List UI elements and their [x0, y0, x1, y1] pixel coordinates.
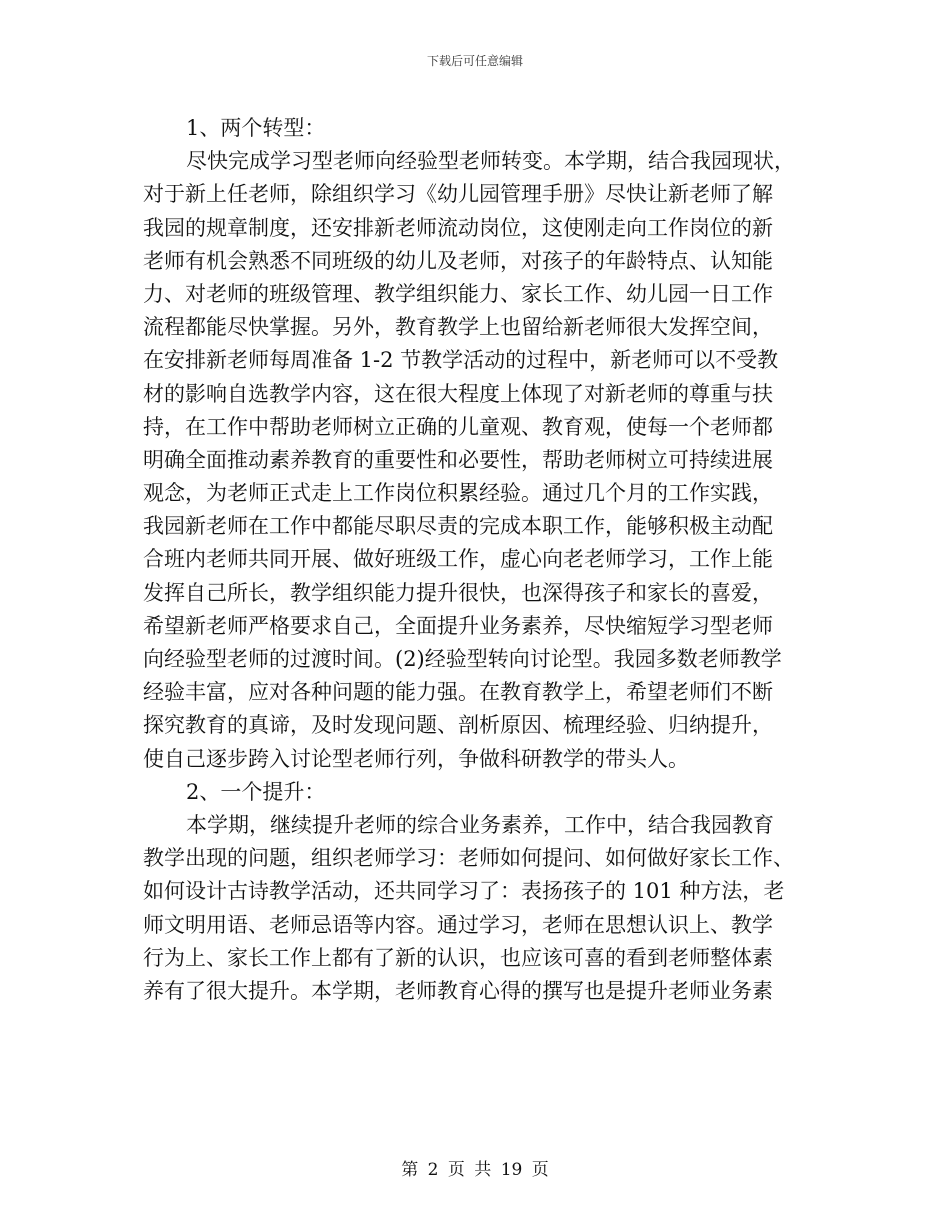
- text-line: 力、对老师的班级管理、教学组织能力、家长工作、幼儿园一日工作: [143, 281, 773, 306]
- page-footer: 第 2 页 共 19 页: [401, 1160, 549, 1180]
- section-heading: 2、一个提升：: [186, 779, 326, 804]
- text-line: 本学期，继续提升老师的综合业务素养，工作中，结合我园教育: [186, 812, 774, 837]
- text-line: 我园的规章制度，还安排新老师流动岗位，这使刚走向工作岗位的新: [143, 215, 773, 240]
- text-line: 观念，为老师正式走上工作岗位积累经验。通过几个月的工作实践，: [143, 481, 773, 506]
- text-line: 行为上、家长工作上都有了新的认识，也应该可喜的看到老师整体素: [143, 945, 773, 970]
- text-line: 发挥自己所长，教学组织能力提升很快，也深得孩子和家长的喜爱，: [143, 580, 773, 605]
- text-line: 在安排新老师每周准备 1-2 节教学活动的过程中，新老师可以不受教: [143, 348, 779, 373]
- text-line: 探究教育的真谛，及时发现问题、剖析原因、梳理经验、归纳提升，: [143, 713, 773, 738]
- section-heading: 1、两个转型：: [186, 116, 326, 140]
- text-line: 合班内老师共同开展、做好班级工作，虚心向老老师学习，工作上能: [143, 547, 773, 572]
- text-line: 教学出现的问题，组织老师学习：老师如何提问、如何做好家长工作、: [143, 846, 794, 871]
- document-body: [143, 112, 823, 1008]
- page-header: 下载后可任意编辑: [426, 54, 523, 68]
- text-line: 师文明用语、老师忌语等内容。通过学习，老师在思想认识上、教学: [143, 912, 773, 937]
- text-line: 持，在工作中帮助老师树立正确的儿童观、教育观，使每一个老师都: [143, 414, 773, 439]
- text-line: 明确全面推动素养教育的重要性和必要性，帮助老师树立可持续进展: [143, 447, 773, 472]
- text-line: 材的影响自选教学内容，这在很大程度上体现了对新老师的尊重与扶: [143, 381, 773, 406]
- text-line: 老师有机会熟悉不同班级的幼儿及老师，对孩子的年龄特点、认知能: [143, 248, 773, 273]
- text-line: 如何设计古诗教学活动，还共同学习了：表扬孩子的 101 种方法，老: [143, 879, 785, 904]
- text-line: 向经验型老师的过渡时间。(2)经验型转向讨论型。我园多数老师教学: [143, 647, 782, 671]
- text-line: 对于新上任老师，除组织学习《幼儿园管理手册》尽快让新老师了解: [143, 182, 773, 207]
- text-line: 我园新老师在工作中都能尽职尽责的完成本职工作，能够积极主动配: [143, 514, 773, 539]
- text-line: 经验丰富，应对各种问题的能力强。在教育教学上，希望老师们不断: [143, 680, 773, 705]
- text-line: 流程都能尽快掌握。另外，教育教学上也留给新老师很大发挥空间，: [143, 315, 773, 340]
- text-line: 养有了很大提升。本学期，老师教育心得的撰写也是提升老师业务素: [143, 978, 773, 1003]
- text-line: 尽快完成学习型老师向经验型老师转变。本学期，结合我园现状，: [186, 149, 795, 174]
- text-line: 希望新老师严格要求自己，全面提升业务素养，尽快缩短学习型老师: [143, 613, 773, 638]
- text-line: 使自己逐步跨入讨论型老师行列，争做科研教学的带头人。: [143, 746, 689, 771]
